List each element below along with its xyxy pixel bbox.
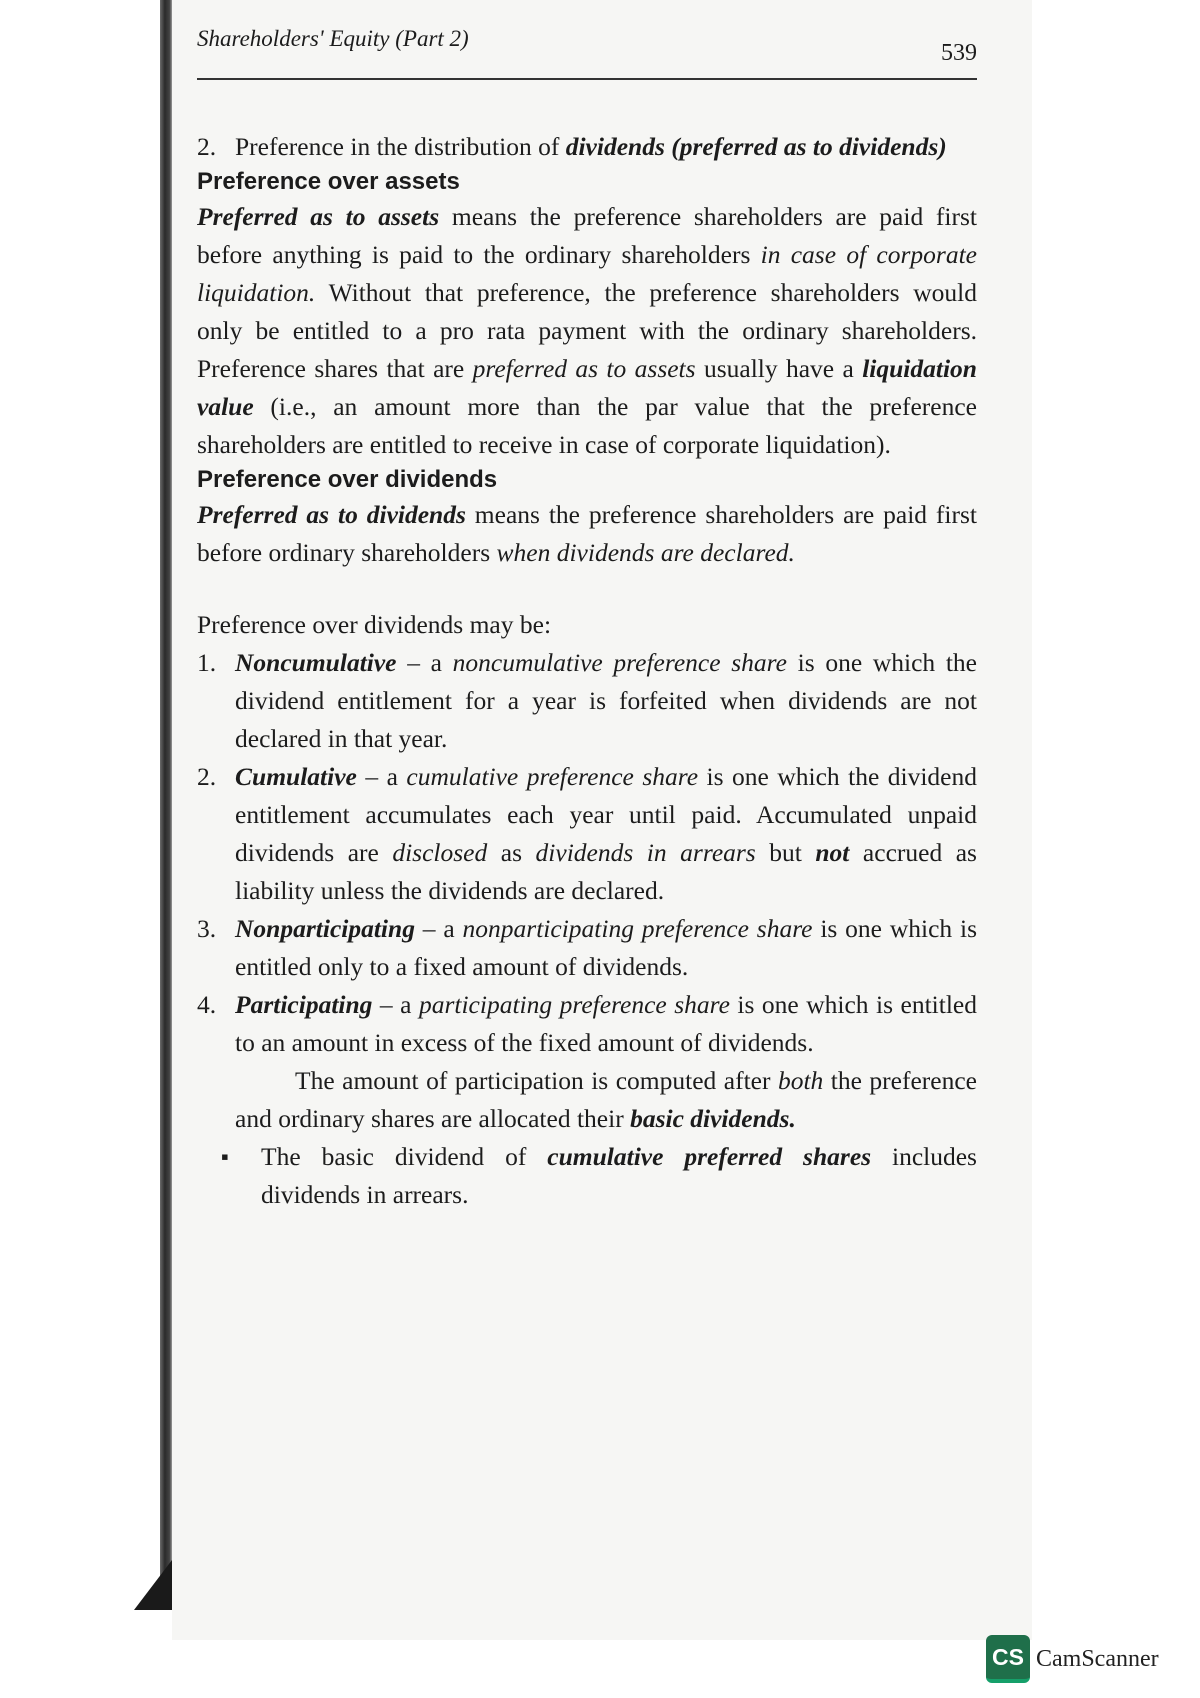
text-span: cumulative preference share (406, 762, 699, 791)
text-span: disclosed (392, 838, 488, 867)
text-span: as (487, 838, 536, 867)
list-item (197, 644, 977, 758)
assets-paragraph (197, 198, 977, 464)
list-item (197, 910, 977, 986)
text-span: usually have a (695, 354, 863, 383)
dividend-types-list (197, 644, 977, 1062)
section-heading-assets: Preference over assets (197, 168, 460, 195)
text-span: The amount of participation is computed after (295, 1066, 778, 1095)
text-span: dividends in arrears (535, 838, 756, 867)
text-span: not (815, 838, 850, 867)
running-title: Shareholders' Equity (Part 2) (197, 26, 469, 51)
text-span: – a (396, 648, 453, 677)
text-span: cumulative preferred shares (547, 1142, 872, 1171)
text-span: Preference in the distribution of (235, 132, 566, 161)
list-number: 4. (197, 990, 217, 1019)
text-span: is one which is entitled only to a fixed amount of dividends. (235, 914, 978, 981)
list-item (197, 986, 977, 1062)
text-span: is one which the dividend entitlement accumulates each year until paid. Accumulated unpaid dividends are (235, 762, 977, 867)
book-binding-corner (134, 1560, 172, 1610)
list-item (197, 128, 977, 166)
participation-paragraph (235, 1062, 977, 1138)
text-span: preferred as to assets (472, 354, 696, 383)
text-span: participating preference share (418, 990, 730, 1019)
list-number: 2. (197, 132, 217, 161)
text-span: accrued as liability unless the dividends are declared. (235, 838, 977, 905)
text-span: dividends (preferred as to dividends) (565, 132, 947, 161)
text-span: in case of corporate liquidation. (197, 240, 977, 307)
text-span: includes dividends in arrears. (261, 1142, 977, 1209)
dividends-paragraph (197, 496, 977, 572)
text-span: means the preference shareholders are paid first before ordinary shareholders (197, 500, 978, 567)
running-head (197, 20, 977, 80)
camscanner-watermark (986, 1635, 1159, 1683)
text-span: noncumulative preference share (452, 648, 787, 677)
text-span: nonparticipating preference share (462, 914, 813, 943)
text-span: means the preference shareholders are paid first before anything is paid to the ordinary shareholders (197, 202, 978, 269)
book-binding-edge (160, 0, 172, 1600)
text-span: Noncumulative (235, 648, 397, 677)
section-heading-dividends: Preference over dividends (197, 466, 498, 493)
dividends-lead: Preference over dividends may be: (197, 610, 552, 639)
page-number: 539 (941, 40, 977, 66)
text-span: the preference and ordinary shares are allocated their (235, 1066, 977, 1133)
camscanner-logo-icon: CS (986, 1635, 1030, 1683)
text-span: but (755, 838, 816, 867)
list-text (235, 986, 977, 1062)
text-span: Cumulative (235, 762, 357, 791)
list-text (235, 644, 977, 758)
camscanner-name: CamScanner (1036, 1645, 1159, 1672)
text-span: when dividends are declared. (496, 538, 795, 567)
list-number: 1. (197, 648, 217, 677)
text-span: The basic dividend of (261, 1142, 548, 1171)
list-text (235, 758, 977, 910)
text-span: – a (372, 990, 419, 1019)
text-span: Preferred as to dividends (197, 500, 466, 529)
text-span: is one which is entitled to an amount in excess of the fixed amount of dividends. (235, 990, 977, 1057)
text-span: is one which the dividend entitlement for a year is forfeited when dividends are not declared in that year. (235, 648, 977, 753)
text-span: Preferred as to assets (197, 202, 440, 231)
text-span: – a (414, 914, 463, 943)
text-span: – a (356, 762, 407, 791)
text-span: liquidation value (197, 354, 977, 421)
page-content (197, 20, 977, 1214)
bullet-icon: ▪ (221, 1144, 229, 1169)
text-span: Nonparticipating (235, 914, 415, 943)
bullet-item (221, 1138, 977, 1214)
text-span: Without that preference, the preference shareholders would only be entitled to a pro rata payment with the ordinary shareholders. Preference shares that are (197, 278, 977, 383)
text-span: (i.e., an amount more than the par value that the preference shareholders are entitled to receive in case of corporate liquidation). (197, 392, 977, 459)
list-number: 3. (197, 914, 217, 943)
scan-gutter (0, 0, 135, 1698)
list-item (197, 758, 977, 910)
list-text (235, 910, 977, 986)
bullet-text (261, 1138, 977, 1214)
list-number: 2. (197, 762, 217, 791)
text-span: both (777, 1066, 824, 1095)
list-text (235, 128, 977, 166)
text-span: Participating (235, 990, 373, 1019)
text-span: basic dividends. (630, 1104, 796, 1133)
